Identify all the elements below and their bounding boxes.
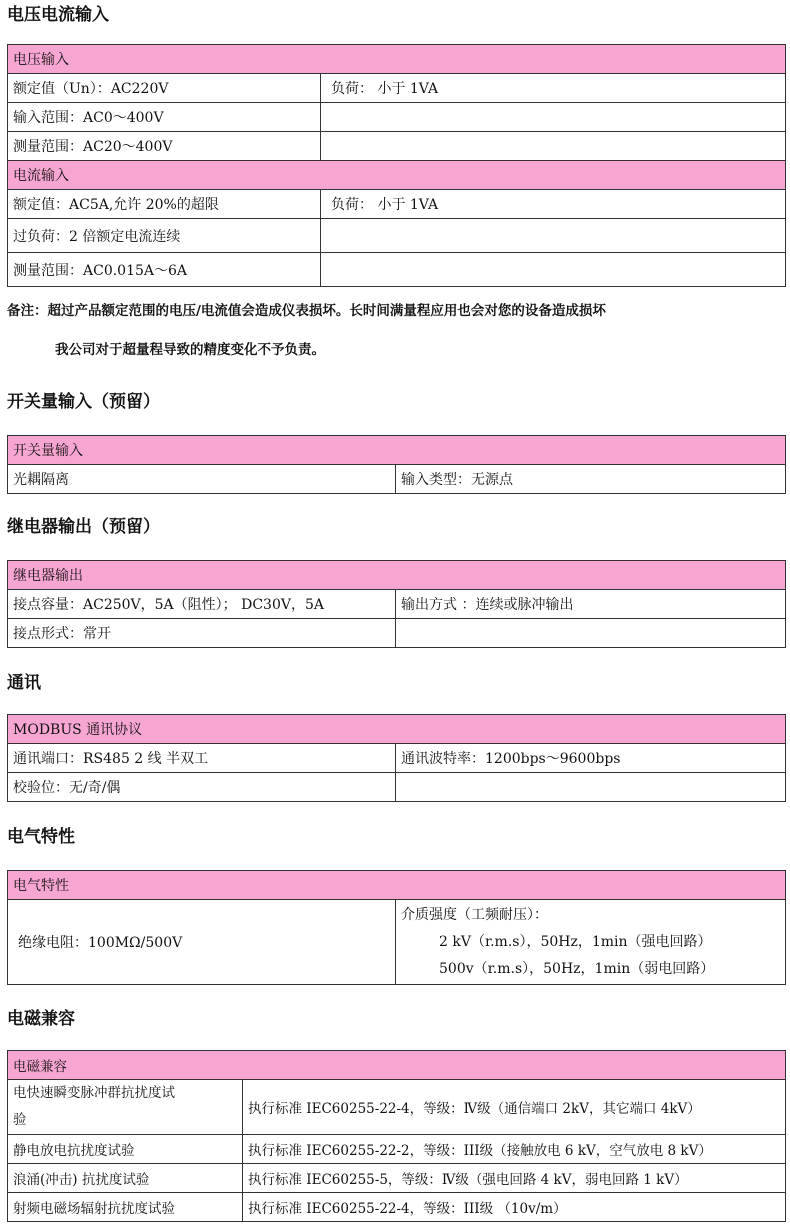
section-title-switch-input: 开关量输入（预留） (7, 392, 160, 412)
voltage-input-header: 电压输入 (8, 45, 786, 74)
table-cell: 执行标准 IEC60255-22-2，等级：III级（接触放电 6 kV，空气放电 8 kV） (243, 1135, 786, 1164)
table-cell: 输出方式 ：连续或脉冲输出 (396, 590, 786, 619)
dielectric-line-1: 2 kV（r.m.s），50Hz，1min（强电回路） (439, 933, 712, 950)
note-line-2: 我公司对于超量程导致的精度变化不予负责。 (55, 342, 325, 358)
table-cell: 测量范围：AC0.015A～6A (8, 253, 321, 287)
table-header-row (8, 1051, 786, 1080)
table-cell (396, 619, 786, 648)
table-row (8, 1135, 786, 1164)
table-header-row (8, 561, 786, 590)
table-row (8, 744, 786, 773)
table-row (8, 1193, 786, 1222)
dielectric-line-2: 500v（r.m.s），50Hz，1min（弱电回路） (439, 960, 715, 977)
section-title-electrical: 电气特性 (7, 827, 75, 847)
table-row (8, 619, 786, 648)
emc-row1-label-line2: 验 (13, 1112, 27, 1128)
table-row (8, 590, 786, 619)
table-header-row (8, 871, 786, 900)
table-cell: 光耦隔离 (8, 465, 396, 494)
table-cell (396, 773, 786, 802)
table-cell: 测量范围：AC20～400V (8, 132, 321, 161)
table-cell: 静电放电抗扰度试验 (8, 1135, 243, 1164)
table-cell: 额定值：AC5A,允许 20%的超限 (8, 190, 321, 219)
table-row (8, 773, 786, 802)
table-cell: 执行标准 IEC60255-22-4，等级：Ⅳ级（通信端口 2kV，其它端口 4kV） (243, 1080, 786, 1135)
switch-input-header: 开关量输入 (8, 436, 786, 465)
table-row (8, 1164, 786, 1193)
table-row (8, 219, 786, 253)
table-row (8, 74, 786, 103)
table-cell: 输入范围：AC0～400V (8, 103, 321, 132)
table-cell: 执行标准 IEC60255-5，等级：Ⅳ级（强电回路 4 kV，弱电回路 1 kV） (243, 1164, 786, 1193)
insulation-resistance-cell: 绝缘电阻：100MΩ/500V (8, 900, 396, 985)
note-line-1: 备注：超过产品额定范围的电压/电流值会造成仪表损坏。长时间满量程应用也会对您的设备造成损坏 (7, 303, 606, 319)
communication-table (7, 714, 786, 802)
table-header-row (8, 45, 786, 74)
table-row (8, 253, 786, 287)
current-input-header: 电流输入 (8, 161, 786, 190)
section-title-communication: 通讯 (7, 673, 41, 693)
table-cell (321, 219, 786, 253)
table-row (8, 465, 786, 494)
table-row (8, 1080, 786, 1135)
table-cell: 输入类型：无源点 (396, 465, 786, 494)
table-cell: 接点容量：AC250V，5A（阻性）； DC30V，5A (8, 590, 396, 619)
table-cell: 校验位：无/奇/偶 (8, 773, 396, 802)
table-cell (321, 253, 786, 287)
table-cell: 通讯波特率：1200bps～9600bps (396, 744, 786, 773)
table-cell: 额定值（Un）：AC220V (8, 74, 321, 103)
table-header-row (8, 436, 786, 465)
table-cell: 通讯端口：RS485 2 线 半双工 (8, 744, 396, 773)
table-row (8, 900, 786, 985)
table-row (8, 190, 786, 219)
voltage-current-table (7, 44, 786, 287)
switch-input-table (7, 435, 786, 494)
dielectric-strength-cell (396, 900, 786, 985)
table-row (8, 103, 786, 132)
electrical-header: 电气特性 (8, 871, 786, 900)
table-cell: 浪涌(冲击) 抗扰度试验 (8, 1164, 243, 1193)
section-title-voltage-current: 电压电流输入 (7, 5, 109, 25)
table-row (8, 132, 786, 161)
table-cell (321, 132, 786, 161)
table-cell (321, 103, 786, 132)
table-cell: 负荷： 小于 1VA (321, 190, 786, 219)
section-title-relay-output: 继电器输出（预留） (7, 517, 160, 537)
table-cell: 接点形式：常开 (8, 619, 396, 648)
emc-header: 电磁兼容 (8, 1051, 786, 1080)
dielectric-label: 介质强度（工频耐压）： (401, 906, 548, 923)
table-cell (8, 1080, 243, 1135)
table-header-row (8, 161, 786, 190)
emc-row1-label-line1: 电快速瞬变脉冲群抗扰度试 (13, 1085, 175, 1101)
table-header-row (8, 715, 786, 744)
table-cell: 射频电磁场辐射抗扰度试验 (8, 1193, 243, 1222)
electrical-table (7, 870, 786, 985)
table-cell: 执行标准 IEC60255-22-4，等级：III级 （10v/m） (243, 1193, 786, 1222)
relay-output-header: 继电器输出 (8, 561, 786, 590)
emc-table (7, 1050, 786, 1222)
modbus-header: MODBUS 通讯协议 (8, 715, 786, 744)
table-cell: 过负荷：2 倍额定电流连续 (8, 219, 321, 253)
relay-output-table (7, 560, 786, 648)
section-title-emc: 电磁兼容 (7, 1009, 75, 1029)
table-cell: 负荷： 小于 1VA (321, 74, 786, 103)
